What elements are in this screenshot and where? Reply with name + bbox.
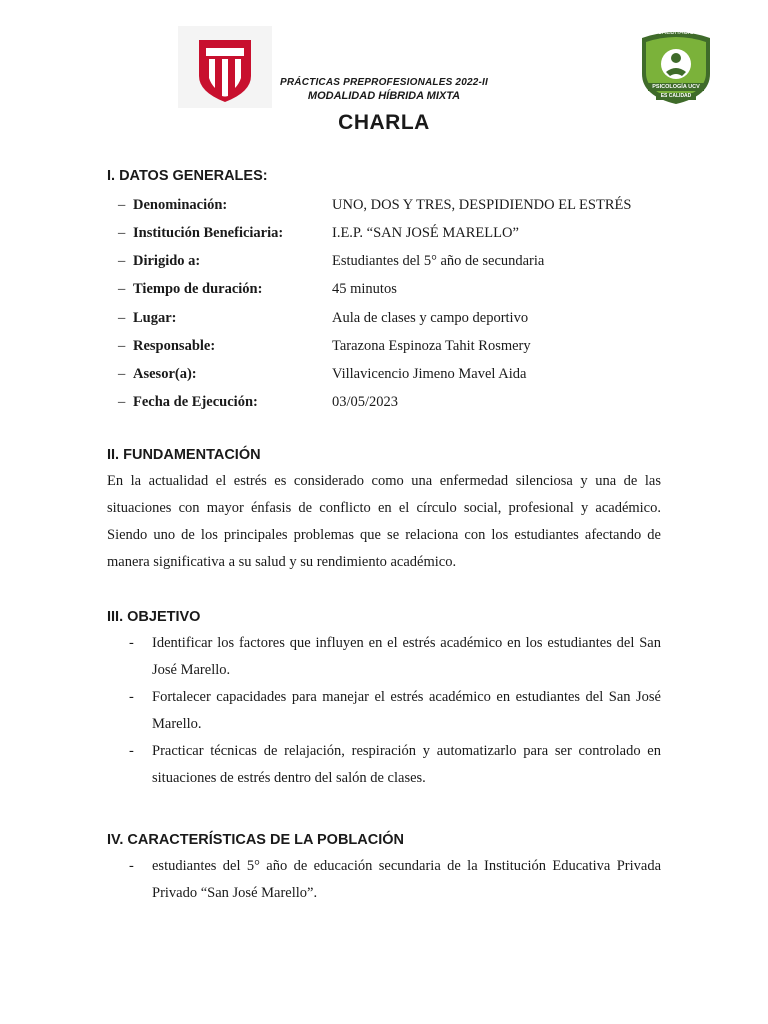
list-item-line: Identificar los factores que influyen en el estrés académico en los estudiantes del San [152, 635, 661, 651]
paragraph-line: En la actualidad el estrés es considerado como una enfermedad silenciosa y una de las [107, 473, 661, 489]
paragraph-line: Siendo uno de los principales problemas que se relaciona con los estudiantes afectando de [107, 527, 661, 543]
dash-bullet: - [129, 743, 134, 759]
dash-bullet: – [118, 197, 126, 213]
list-item-line: Marello. [152, 716, 202, 732]
datos-label: Tiempo de duración: [133, 281, 263, 297]
paragraph-line: manera significativa a su salud y su rendimiento académico. [107, 554, 457, 570]
dash-bullet: – [118, 281, 126, 297]
list-item-line: estudiantes del 5° año de educación secundaria de la Institución Educativa Privada [152, 858, 661, 874]
dash-bullet: – [118, 394, 126, 410]
header-program: PRÁCTICAS PREPROFESIONALES 2022-II [280, 77, 488, 88]
datos-label: Institución Beneficiaria: [133, 225, 284, 241]
header-modality: MODALIDAD HÍBRIDA MIXTA [307, 90, 461, 102]
datos-label: Asesor(a): [133, 366, 197, 382]
dash-bullet: – [118, 338, 126, 354]
section-heading-objetivo: III. OBJETIVO [107, 609, 201, 625]
section-heading-poblacion: IV. CARACTERÍSTICAS DE LA POBLACIÓN [107, 832, 405, 848]
dash-bullet: – [118, 366, 126, 382]
datos-label: Dirigido a: [133, 253, 201, 269]
dash-bullet: – [118, 225, 126, 241]
datos-value: I.E.P. “SAN JOSÉ MARELLO” [332, 225, 519, 241]
dash-bullet: – [118, 310, 126, 326]
datos-label: Responsable: [133, 338, 216, 354]
datos-value: UNO, DOS Y TRES, DESPIDIENDO EL ESTRÉS [332, 197, 632, 213]
section-heading-datos: I. DATOS GENERALES: [107, 168, 268, 184]
datos-label: Denominación: [133, 197, 228, 213]
badge-bottom-text: ES CALIDAD [660, 93, 692, 99]
datos-value: Tarazona Espinoza Tahit Rosmery [332, 338, 531, 354]
paragraph-line: situaciones con mayor énfasis de conflicto en el círculo social, profesional y académico. [107, 500, 661, 516]
datos-value: Villavicencio Jimeno Mavel Aida [332, 366, 527, 382]
page-title: CHARLA [338, 111, 430, 134]
dash-bullet: – [118, 253, 126, 269]
section-heading-fundamentacion: II. FUNDAMENTACIÓN [107, 447, 261, 463]
datos-value: 45 minutos [332, 281, 397, 297]
dash-bullet: - [129, 635, 134, 651]
list-item-line: José Marello. [152, 662, 231, 678]
badge-mid-text: PSICOLOGÍA UCV [652, 84, 700, 90]
fundamentacion-paragraph [107, 468, 661, 576]
list-item-line: Practicar técnicas de relajación, respiración y automatizarlo para ser controlado en [152, 743, 661, 759]
badge-top-text: ACREDITACIÓN [653, 30, 699, 36]
list-item-line: Privado “San José Marello”. [152, 885, 318, 901]
datos-value: 03/05/2023 [332, 394, 399, 410]
datos-value: Aula de clases y campo deportivo [332, 310, 529, 326]
dash-bullet: - [129, 689, 134, 705]
datos-value: Estudiantes del 5° año de secundaria [332, 253, 545, 269]
list-item-line: Fortalecer capacidades para manejar el estrés académico en estudiantes del San José [152, 689, 661, 705]
datos-label: Lugar: [133, 310, 177, 326]
dash-bullet: - [129, 858, 134, 874]
datos-label: Fecha de Ejecución: [133, 394, 258, 410]
list-item-line: situaciones de estrés dentro del salón de clases. [152, 770, 426, 786]
